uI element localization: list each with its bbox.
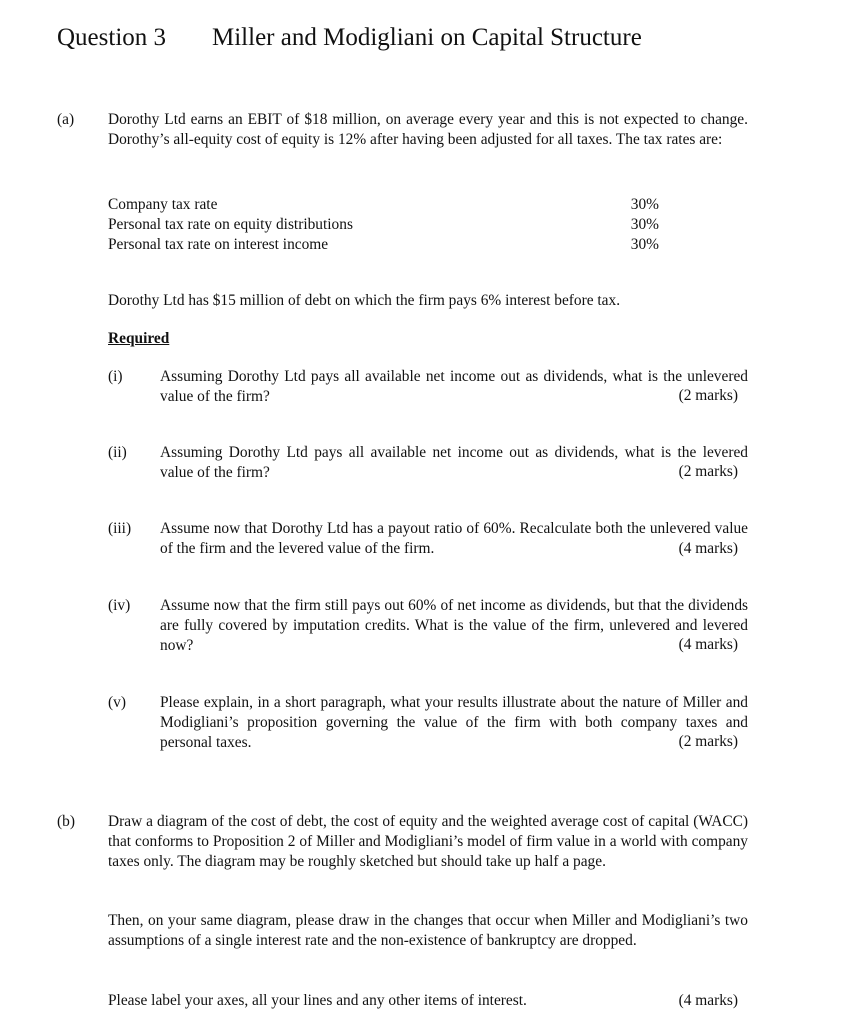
tax-rate-name: Personal tax rate on interest income — [108, 236, 329, 253]
subquestion-label: (iii) — [108, 520, 132, 537]
tax-rate-value: 30% — [630, 236, 659, 253]
tax-rate-value: 30% — [630, 216, 659, 233]
part-b-paragraph-1: Draw a diagram of the cost of debt, the cost of equity and the weighted average cost of capital (WACC) that conforms to Proposition 2 of Miller and Modigliani’s model of firm value in a world with company taxes only. The diagram may be roughly sketched but should take up half a page. — [108, 813, 748, 870]
subquestion-label: (ii) — [108, 444, 127, 461]
part-b-marks: (4 marks) — [678, 992, 738, 1009]
subquestion-label: (v) — [108, 694, 126, 711]
subquestion-marks: (4 marks) — [678, 540, 738, 557]
part-b-paragraph-3: Please label your axes, all your lines and any other items of interest. — [108, 992, 527, 1009]
required-heading: Required — [108, 330, 170, 347]
question-title: Miller and Modigliani on Capital Structure — [212, 24, 642, 51]
subquestion-marks: (4 marks) — [678, 636, 738, 653]
subquestion-text: Assuming Dorothy Ltd pays all available net income out as dividends, what is the levered value of the firm? — [160, 444, 748, 481]
tax-rate-row — [108, 195, 659, 215]
subquestion-text: Please explain, in a short paragraph, what your results illustrate about the nature of Miller and Modigliani’s proposition governing the value of the firm with both company taxes and personal taxes. — [160, 694, 748, 751]
part-a-intro: Dorothy Ltd earns an EBIT of $18 million, on average every year and this is not expected to change. Dorothy’s all-equity cost of equity is 12% after having been adjusted for all taxes. The tax rates are: — [108, 111, 748, 148]
tax-rate-name: Company tax rate — [108, 196, 218, 213]
subquestion-marks: (2 marks) — [678, 733, 738, 750]
part-b-label: (b) — [57, 813, 75, 830]
subquestion-marks: (2 marks) — [678, 387, 738, 404]
subquestion-label: (iv) — [108, 597, 131, 614]
question-number: Question 3 — [57, 24, 167, 51]
part-b-paragraph-2: Then, on your same diagram, please draw in the changes that occur when Miller and Modigliani’s two assumptions of a single interest rate and the non-existence of bankruptcy are dropped. — [108, 912, 748, 949]
subquestion-label: (i) — [108, 368, 123, 385]
part-a-label: (a) — [57, 111, 75, 128]
tax-rate-value: 30% — [630, 196, 659, 213]
subquestion-text: Assuming Dorothy Ltd pays all available net income out as dividends, what is the unlevered value of the firm? — [160, 368, 748, 405]
tax-rate-name: Personal tax rate on equity distributions — [108, 216, 353, 233]
tax-rate-row — [108, 215, 659, 235]
subquestion-text: Assume now that the firm still pays out 60% of net income as dividends, but that the dividends are fully covered by imputation credits. What is the value of the firm, unlevered and levered now? — [160, 597, 748, 654]
subquestion-marks: (2 marks) — [678, 463, 738, 480]
subquestion-text: Assume now that Dorothy Ltd has a payout ratio of 60%. Recalculate both the unlevered value of the firm and the levered value of the firm. — [160, 520, 748, 557]
debt-text: Dorothy Ltd has $15 million of debt on which the firm pays 6% interest before tax. — [108, 292, 621, 309]
tax-rate-row — [108, 235, 659, 255]
